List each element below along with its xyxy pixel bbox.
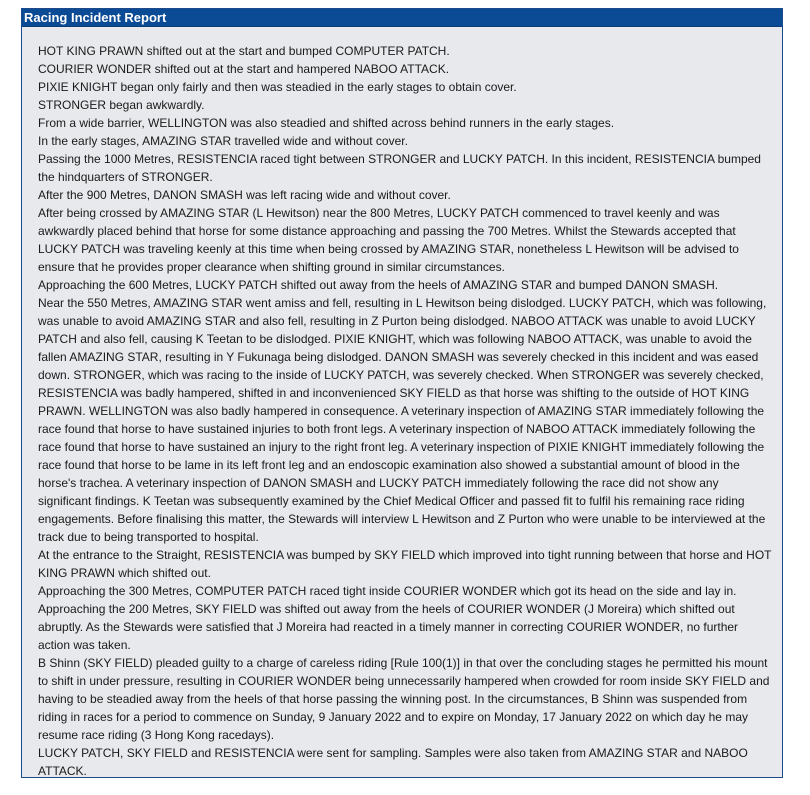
incident-report-panel	[21, 8, 783, 778]
incident-paragraph: Near the 550 Metres, AMAZING STAR went amiss and fell, resulting in L Hewitson being dislodged. LUCKY PATCH, which was following, was unable to avoid AMAZING STAR and also fell, resulting in Z Purton being dislodged. NABOO ATTACK was unable to avoid LUCKY PATCH and also fell, causing K Teetan to be dislodged. PIXIE KNIGHT, which was following NABOO ATTACK, was unable to avoid the fallen AMAZING STAR, resulting in Y Fukunaga being dislodged. DANON SMASH was severely checked in this incident and was eased down. STRONGER, which was racing to the inside of LUCKY PATCH, was severely checked. When STRONGER was severely checked, RESISTENCIA was badly hampered, shifted in and inconvenienced SKY FIELD as that horse was shifting to the outside of HOT KING PRAWN. WELLINGTON was also badly hampered in consequence. A veterinary inspection of AMAZING STAR immediately following the race found that horse to have sustained injuries to both front legs. A veterinary inspection of NABOO ATTACK immediately following the race found that horse to have sustained an injury to the right front leg. A veterinary inspection of PIXIE KNIGHT immediately following the race found that horse to be lame in its left front leg and an endoscopic examination also showed a substantial amount of blood in the horse's trachea. A veterinary inspection of DANON SMASH and LUCKY PATCH immediately following the race did not show any significant findings. K Teetan was subsequently examined by the Chief Medical Officer and passed fit to fulfil his remaining race riding engagements. Before finalising this matter, the Stewards will interview L Hewitson and Z Purton who were unable to be interviewed at the track due to being transported to hospital.	[38, 296, 767, 544]
incident-paragraph: At the entrance to the Straight, RESISTENCIA was bumped by SKY FIELD which improved into tight running between that horse and HOT KING PRAWN which shifted out.	[38, 548, 772, 580]
incident-paragraph: STRONGER began awkwardly.	[38, 98, 205, 112]
incident-paragraph: After the 900 Metres, DANON SMASH was left racing wide and without cover.	[38, 188, 451, 202]
incident-paragraph: HOT KING PRAWN shifted out at the start and bumped COMPUTER PATCH.	[38, 44, 450, 58]
incident-paragraph: LUCKY PATCH, SKY FIELD and RESISTENCIA were sent for sampling. Samples were also taken from AMAZING STAR and NABOO ATTACK.	[38, 746, 748, 778]
incident-paragraph: B Shinn (SKY FIELD) pleaded guilty to a charge of careless riding [Rule 100(1)] in that over the concluding stages he permitted his mount to shift in under pressure, resulting in COURIER WONDER being unnecessarily hampered when crowded for room inside SKY FIELD and having to be steadied away from the heels of that horse passing the winning post. In the circumstances, B Shinn was suspended from riding in races for a period to commence on Sunday, 9 January 2022 and to expire on Monday, 17 January 2022 on which day he may resume race riding (3 Hong Kong racedays).	[38, 656, 770, 742]
incident-paragraph: PIXIE KNIGHT began only fairly and then was steadied in the early stages to obtain cover.	[38, 80, 517, 94]
report-body	[22, 27, 782, 780]
incident-paragraph: In the early stages, AMAZING STAR travelled wide and without cover.	[38, 134, 408, 148]
incident-paragraph: From a wide barrier, WELLINGTON was also steadied and shifted across behind runners in the early stages.	[38, 116, 615, 130]
incident-paragraph: Approaching the 200 Metres, SKY FIELD was shifted out away from the heels of COURIER WONDER (J Moreira) which shifted out abruptly. As the Stewards were satisfied that J Moreira had reacted in a timely manner in correcting COURIER WONDER, no further action was taken.	[38, 602, 739, 652]
incident-paragraph: Approaching the 600 Metres, LUCKY PATCH shifted out away from the heels of AMAZING STAR and bumped DANON SMASH.	[38, 278, 719, 292]
incident-paragraph: Passing the 1000 Metres, RESISTENCIA raced tight between STRONGER and LUCKY PATCH. In this incident, RESISTENCIA bumped the hindquarters of STRONGER.	[38, 152, 761, 184]
incident-paragraph: Approaching the 300 Metres, COMPUTER PATCH raced tight inside COURIER WONDER which got its head on the side and lay in.	[38, 584, 737, 598]
incident-paragraph: After being crossed by AMAZING STAR (L Hewitson) near the 800 Metres, LUCKY PATCH commenced to travel keenly and was awkwardly placed behind that horse for some distance approaching and passing the 700 Metres. Whilst the Stewards accepted that LUCKY PATCH was traveling keenly at this time when being crossed by AMAZING STAR, nonetheless L Hewitson will be advised to ensure that he provides proper clearance when shifting ground in similar circumstances.	[38, 206, 739, 274]
incident-paragraph: COURIER WONDER shifted out at the start and hampered NABOO ATTACK.	[38, 62, 450, 76]
report-title: Racing Incident Report	[22, 9, 782, 27]
